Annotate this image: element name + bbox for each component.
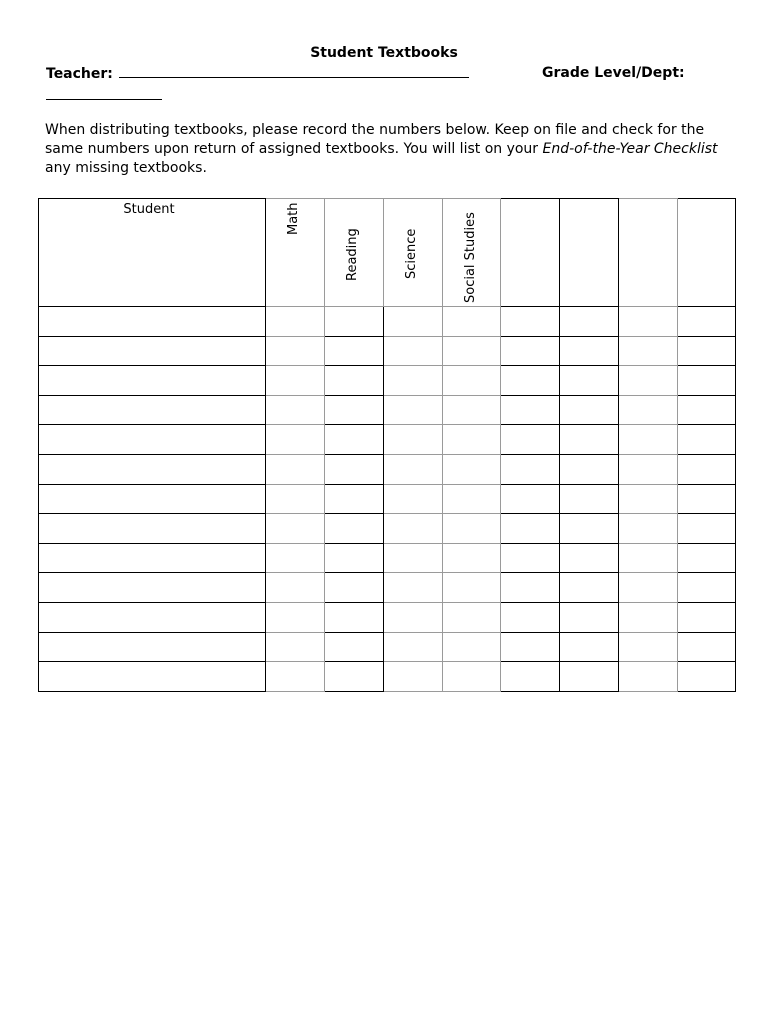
table-row (39, 336, 736, 366)
student-name-cell[interactable] (39, 602, 266, 632)
textbook-number-cell[interactable] (560, 514, 619, 544)
textbook-number-cell[interactable] (266, 425, 325, 455)
table-row (39, 484, 736, 514)
table-row (39, 662, 736, 692)
textbook-number-cell[interactable] (384, 307, 443, 337)
textbook-number-cell[interactable] (560, 484, 619, 514)
teacher-field (46, 65, 469, 82)
textbook-number-cell[interactable] (501, 307, 560, 337)
textbook-number-cell[interactable] (560, 662, 619, 692)
table-row (39, 425, 736, 455)
textbook-number-cell[interactable] (266, 514, 325, 544)
textbook-number-cell[interactable] (325, 366, 384, 396)
blank-column-header-8 (678, 199, 736, 307)
textbook-number-cell[interactable] (501, 395, 560, 425)
science-header-label: Science (404, 228, 419, 279)
textbook-number-cell[interactable] (443, 366, 501, 396)
textbook-number-cell[interactable] (560, 543, 619, 573)
textbook-number-cell[interactable] (501, 336, 560, 366)
textbook-number-cell[interactable] (678, 395, 736, 425)
student-name-cell[interactable] (39, 662, 266, 692)
document-title: Student Textbooks (310, 45, 458, 61)
textbook-number-cell[interactable] (325, 425, 384, 455)
textbook-number-cell[interactable] (266, 662, 325, 692)
student-name-cell[interactable] (39, 543, 266, 573)
textbook-number-cell[interactable] (560, 602, 619, 632)
textbook-number-cell[interactable] (266, 307, 325, 337)
instructions-text-2: any missing textbooks. (45, 160, 207, 176)
social-studies-header-label: Social Studies (462, 212, 478, 303)
grade-level-blank-line[interactable] (46, 99, 162, 100)
blank-column-header-7 (619, 199, 678, 307)
teacher-blank-line[interactable] (119, 65, 469, 78)
textbook-number-cell[interactable] (560, 307, 619, 337)
table-row (39, 543, 736, 573)
textbook-number-cell[interactable] (384, 395, 443, 425)
textbook-number-cell[interactable] (443, 395, 501, 425)
textbook-number-cell[interactable] (560, 395, 619, 425)
textbook-number-cell[interactable] (325, 307, 384, 337)
textbook-number-cell[interactable] (501, 454, 560, 484)
textbook-number-cell[interactable] (501, 543, 560, 573)
table-row (39, 514, 736, 544)
textbook-number-cell[interactable] (443, 336, 501, 366)
textbook-number-cell[interactable] (325, 454, 384, 484)
textbook-number-cell[interactable] (443, 514, 501, 544)
instructions-paragraph (45, 121, 735, 178)
textbook-number-cell[interactable] (619, 307, 678, 337)
student-name-cell[interactable] (39, 454, 266, 484)
student-name-cell[interactable] (39, 514, 266, 544)
textbook-number-cell[interactable] (501, 573, 560, 603)
table-row (39, 454, 736, 484)
textbook-number-cell[interactable] (678, 514, 736, 544)
math-header-label: Math (286, 202, 301, 235)
textbook-number-cell[interactable] (384, 514, 443, 544)
textbook-number-cell[interactable] (443, 307, 501, 337)
textbook-number-cell[interactable] (443, 662, 501, 692)
textbook-number-cell[interactable] (501, 514, 560, 544)
textbook-number-cell[interactable] (678, 573, 736, 603)
textbook-number-cell[interactable] (384, 336, 443, 366)
student-column-header: Student (39, 199, 266, 307)
table-row (39, 632, 736, 662)
textbook-number-cell[interactable] (560, 632, 619, 662)
textbook-number-cell[interactable] (266, 602, 325, 632)
textbook-number-cell[interactable] (501, 425, 560, 455)
textbook-number-cell[interactable] (325, 514, 384, 544)
instructions-text-1: When distributing textbooks, please record the numbers below. Keep on file and check for the same numbers upon return of assigned textbooks. You will list on your (45, 122, 705, 157)
student-name-cell[interactable] (39, 425, 266, 455)
textbook-number-cell[interactable] (560, 366, 619, 396)
textbook-number-cell[interactable] (443, 573, 501, 603)
textbook-number-cell[interactable] (325, 484, 384, 514)
textbook-number-cell[interactable] (619, 573, 678, 603)
textbook-number-cell[interactable] (560, 425, 619, 455)
textbook-number-cell[interactable] (619, 543, 678, 573)
textbook-number-cell[interactable] (678, 662, 736, 692)
textbook-number-cell[interactable] (678, 366, 736, 396)
table-row (39, 366, 736, 396)
textbook-number-cell[interactable] (619, 514, 678, 544)
textbook-number-cell[interactable] (266, 573, 325, 603)
textbook-table (38, 198, 736, 692)
textbook-number-cell[interactable] (560, 454, 619, 484)
textbook-number-cell[interactable] (619, 454, 678, 484)
student-name-cell[interactable] (39, 307, 266, 337)
blank-column-header-6 (560, 199, 619, 307)
textbook-number-cell[interactable] (384, 366, 443, 396)
textbook-number-cell[interactable] (266, 454, 325, 484)
textbook-number-cell[interactable] (678, 602, 736, 632)
reading-column-header (325, 199, 384, 307)
textbook-number-cell[interactable] (501, 662, 560, 692)
grade-level-label: Grade Level/Dept: (542, 65, 685, 81)
textbook-number-cell[interactable] (678, 632, 736, 662)
textbook-number-cell[interactable] (678, 336, 736, 366)
textbook-number-cell[interactable] (266, 336, 325, 366)
textbook-number-cell[interactable] (384, 573, 443, 603)
textbook-number-cell[interactable] (678, 425, 736, 455)
textbook-number-cell[interactable] (325, 632, 384, 662)
checklist-emphasis: End-of-the-Year Checklist (542, 141, 718, 157)
textbook-number-cell[interactable] (619, 395, 678, 425)
student-name-cell[interactable] (39, 336, 266, 366)
textbook-number-cell[interactable] (619, 632, 678, 662)
teacher-label: Teacher: (46, 66, 113, 82)
science-column-header (384, 199, 443, 307)
textbook-number-cell[interactable] (443, 425, 501, 455)
textbook-number-cell[interactable] (678, 454, 736, 484)
student-name-cell[interactable] (39, 632, 266, 662)
social-studies-column-header (443, 199, 501, 307)
textbook-number-cell[interactable] (501, 602, 560, 632)
textbook-number-cell[interactable] (325, 336, 384, 366)
textbook-number-cell[interactable] (560, 336, 619, 366)
textbook-number-cell[interactable] (384, 425, 443, 455)
table-row (39, 573, 736, 603)
textbook-number-cell[interactable] (384, 454, 443, 484)
textbook-number-cell[interactable] (443, 632, 501, 662)
textbook-number-cell[interactable] (325, 573, 384, 603)
textbook-number-cell[interactable] (266, 484, 325, 514)
textbook-number-cell[interactable] (619, 366, 678, 396)
textbook-number-cell[interactable] (443, 602, 501, 632)
textbook-number-cell[interactable] (501, 484, 560, 514)
textbook-number-cell[interactable] (560, 573, 619, 603)
textbook-number-cell[interactable] (384, 484, 443, 514)
table-row (39, 395, 736, 425)
textbook-number-cell[interactable] (384, 662, 443, 692)
textbook-number-cell[interactable] (619, 484, 678, 514)
textbook-number-cell[interactable] (384, 632, 443, 662)
textbook-number-cell[interactable] (266, 395, 325, 425)
table-header-row (39, 199, 736, 307)
textbook-number-cell[interactable] (266, 632, 325, 662)
textbook-number-cell[interactable] (266, 543, 325, 573)
textbook-number-cell[interactable] (384, 602, 443, 632)
textbook-number-cell[interactable] (443, 454, 501, 484)
math-column-header (266, 199, 325, 307)
textbook-number-cell[interactable] (619, 336, 678, 366)
textbook-number-cell[interactable] (619, 662, 678, 692)
reading-header-label: Reading (345, 228, 360, 281)
textbook-number-cell[interactable] (325, 543, 384, 573)
textbook-number-cell[interactable] (443, 543, 501, 573)
textbook-number-cell[interactable] (501, 366, 560, 396)
student-name-cell[interactable] (39, 573, 266, 603)
student-name-cell[interactable] (39, 366, 266, 396)
textbook-number-cell[interactable] (678, 484, 736, 514)
table-row (39, 307, 736, 337)
textbook-number-cell[interactable] (501, 632, 560, 662)
textbook-number-cell[interactable] (325, 602, 384, 632)
textbook-number-cell[interactable] (619, 425, 678, 455)
table-row (39, 602, 736, 632)
textbook-number-cell[interactable] (678, 307, 736, 337)
student-name-cell[interactable] (39, 484, 266, 514)
textbook-number-cell[interactable] (443, 484, 501, 514)
textbook-number-cell[interactable] (384, 543, 443, 573)
blank-column-header-5 (501, 199, 560, 307)
textbook-number-cell[interactable] (266, 366, 325, 396)
textbook-number-cell[interactable] (325, 662, 384, 692)
textbook-number-cell[interactable] (325, 395, 384, 425)
student-name-cell[interactable] (39, 395, 266, 425)
textbook-number-cell[interactable] (619, 602, 678, 632)
textbook-number-cell[interactable] (678, 543, 736, 573)
